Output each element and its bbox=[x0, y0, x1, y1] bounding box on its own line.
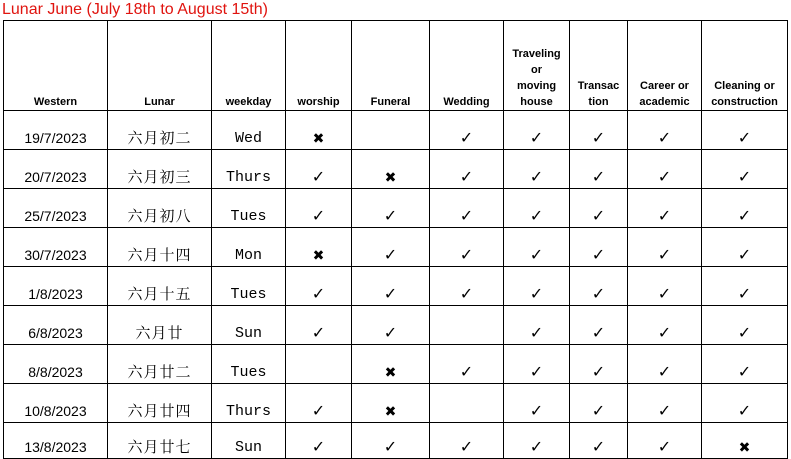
lunar-date: 六月初八 bbox=[127, 207, 192, 225]
worship-mark-cell bbox=[286, 267, 352, 306]
cleaning-mark-cell bbox=[702, 189, 788, 228]
check-icon: ✓ bbox=[737, 167, 752, 186]
check-icon: ✓ bbox=[591, 284, 606, 303]
lunar-date-cell bbox=[108, 306, 212, 345]
lunar-date-cell bbox=[108, 228, 212, 267]
weekday-cell bbox=[212, 345, 286, 384]
traveling-mark-cell bbox=[504, 150, 570, 189]
funeral-mark-cell bbox=[352, 345, 430, 384]
cross-icon: ✖ bbox=[384, 404, 397, 420]
check-icon: ✓ bbox=[311, 206, 326, 225]
lunar-date: 六月初二 bbox=[127, 129, 192, 147]
western-date-cell bbox=[4, 423, 108, 459]
worship-mark-cell bbox=[286, 150, 352, 189]
check-icon: ✓ bbox=[311, 437, 326, 456]
check-icon: ✓ bbox=[529, 362, 544, 381]
check-icon: ✓ bbox=[459, 245, 474, 264]
check-icon: ✓ bbox=[657, 401, 672, 420]
table-row bbox=[4, 267, 788, 306]
check-icon: ✓ bbox=[459, 284, 474, 303]
check-icon: ✓ bbox=[591, 437, 606, 456]
transaction-mark-cell bbox=[570, 228, 628, 267]
lunar-date: 六月廿七 bbox=[127, 438, 192, 456]
header-transaction-line: Transac bbox=[577, 80, 620, 92]
lunar-date: 六月初三 bbox=[127, 168, 192, 186]
lunar-date-cell bbox=[108, 423, 212, 459]
career-mark-cell bbox=[628, 189, 702, 228]
header-traveling-line: or bbox=[531, 64, 542, 76]
western-date: 6/8/2023 bbox=[28, 325, 83, 341]
western-date-cell bbox=[4, 150, 108, 189]
weekday-cell bbox=[212, 189, 286, 228]
weekday: Tues bbox=[230, 208, 267, 225]
check-icon: ✓ bbox=[383, 284, 398, 303]
check-icon: ✓ bbox=[737, 323, 752, 342]
career-mark-cell bbox=[628, 306, 702, 345]
header-western: Western bbox=[4, 21, 108, 111]
wedding-mark-cell bbox=[430, 345, 504, 384]
check-icon: ✓ bbox=[529, 128, 544, 147]
check-icon: ✓ bbox=[459, 167, 474, 186]
check-icon: ✓ bbox=[529, 245, 544, 264]
check-icon: ✓ bbox=[591, 323, 606, 342]
cleaning-mark-cell bbox=[702, 267, 788, 306]
wedding-mark-cell bbox=[430, 423, 504, 459]
check-icon: ✓ bbox=[383, 323, 398, 342]
check-icon: ✓ bbox=[311, 167, 326, 186]
header-lunar: Lunar bbox=[108, 21, 212, 111]
funeral-mark-cell bbox=[352, 111, 430, 150]
wedding-mark-cell bbox=[430, 306, 504, 345]
check-icon: ✓ bbox=[383, 206, 398, 225]
header-cleaning bbox=[702, 21, 788, 111]
worship-mark-cell bbox=[286, 111, 352, 150]
cleaning-mark-cell bbox=[702, 111, 788, 150]
check-icon: ✓ bbox=[591, 206, 606, 225]
cleaning-mark-cell bbox=[702, 150, 788, 189]
table-row bbox=[4, 345, 788, 384]
worship-mark-cell bbox=[286, 306, 352, 345]
check-icon: ✓ bbox=[459, 437, 474, 456]
funeral-mark-cell bbox=[352, 189, 430, 228]
header-career bbox=[628, 21, 702, 111]
header-cleaning-line: Cleaning or bbox=[714, 80, 775, 92]
weekday: Wed bbox=[234, 130, 262, 147]
worship-mark-cell bbox=[286, 423, 352, 459]
table-row bbox=[4, 189, 788, 228]
check-icon: ✓ bbox=[737, 401, 752, 420]
worship-mark-cell bbox=[286, 228, 352, 267]
header-traveling-line: house bbox=[520, 96, 553, 108]
traveling-mark-cell bbox=[504, 384, 570, 423]
lunar-date-cell bbox=[108, 345, 212, 384]
check-icon: ✓ bbox=[529, 206, 544, 225]
lunar-date: 六月廿四 bbox=[127, 402, 192, 420]
transaction-mark-cell bbox=[570, 384, 628, 423]
check-icon: ✓ bbox=[657, 167, 672, 186]
check-icon: ✓ bbox=[737, 206, 752, 225]
cleaning-mark-cell bbox=[702, 384, 788, 423]
western-date: 13/8/2023 bbox=[24, 439, 87, 455]
check-icon: ✓ bbox=[737, 245, 752, 264]
weekday: Tues bbox=[230, 364, 267, 381]
table-row bbox=[4, 384, 788, 423]
western-date: 25/7/2023 bbox=[24, 208, 87, 224]
traveling-mark-cell bbox=[504, 189, 570, 228]
table-row bbox=[4, 306, 788, 345]
western-date: 20/7/2023 bbox=[24, 169, 87, 185]
western-date-cell bbox=[4, 111, 108, 150]
lunar-date: 六月十五 bbox=[127, 285, 192, 303]
check-icon: ✓ bbox=[529, 437, 544, 456]
traveling-mark-cell bbox=[504, 267, 570, 306]
check-icon: ✓ bbox=[657, 362, 672, 381]
check-icon: ✓ bbox=[311, 323, 326, 342]
lunar-date: 六月十四 bbox=[127, 246, 192, 264]
career-mark-cell bbox=[628, 345, 702, 384]
check-icon: ✓ bbox=[657, 206, 672, 225]
header-transaction-line: tion bbox=[588, 96, 609, 108]
career-mark-cell bbox=[628, 384, 702, 423]
traveling-mark-cell bbox=[504, 306, 570, 345]
check-icon: ✓ bbox=[311, 401, 326, 420]
weekday: Thurs bbox=[225, 169, 271, 186]
check-icon: ✓ bbox=[459, 362, 474, 381]
traveling-mark-cell bbox=[504, 423, 570, 459]
cross-icon: ✖ bbox=[312, 248, 325, 264]
check-icon: ✓ bbox=[459, 128, 474, 147]
western-date: 1/8/2023 bbox=[28, 286, 83, 302]
cross-icon: ✖ bbox=[738, 440, 751, 456]
lunar-date-cell bbox=[108, 267, 212, 306]
weekday: Mon bbox=[234, 247, 262, 264]
funeral-mark-cell bbox=[352, 150, 430, 189]
table-row bbox=[4, 150, 788, 189]
lunar-date: 六月廿 bbox=[135, 324, 184, 342]
transaction-mark-cell bbox=[570, 345, 628, 384]
check-icon: ✓ bbox=[459, 206, 474, 225]
check-icon: ✓ bbox=[529, 284, 544, 303]
check-icon: ✓ bbox=[591, 128, 606, 147]
western-date-cell bbox=[4, 228, 108, 267]
career-mark-cell bbox=[628, 267, 702, 306]
check-icon: ✓ bbox=[591, 362, 606, 381]
cleaning-mark-cell bbox=[702, 423, 788, 459]
western-date-cell bbox=[4, 306, 108, 345]
traveling-mark-cell bbox=[504, 111, 570, 150]
transaction-mark-cell bbox=[570, 111, 628, 150]
weekday-cell bbox=[212, 111, 286, 150]
western-date: 10/8/2023 bbox=[24, 403, 87, 419]
transaction-mark-cell bbox=[570, 423, 628, 459]
check-icon: ✓ bbox=[737, 128, 752, 147]
lunar-date: 六月廿二 bbox=[127, 363, 192, 381]
header-row bbox=[4, 21, 788, 111]
header-worship: worship bbox=[286, 21, 352, 111]
worship-mark-cell bbox=[286, 345, 352, 384]
weekday-cell bbox=[212, 306, 286, 345]
traveling-mark-cell bbox=[504, 345, 570, 384]
traveling-mark-cell bbox=[504, 228, 570, 267]
table-row bbox=[4, 228, 788, 267]
western-date: 30/7/2023 bbox=[24, 247, 87, 263]
header-weekday: weekday bbox=[212, 21, 286, 111]
wedding-mark-cell bbox=[430, 189, 504, 228]
western-date-cell bbox=[4, 189, 108, 228]
lunar-date-cell bbox=[108, 111, 212, 150]
weekday-cell bbox=[212, 150, 286, 189]
career-mark-cell bbox=[628, 111, 702, 150]
lunar-date-cell bbox=[108, 384, 212, 423]
check-icon: ✓ bbox=[383, 437, 398, 456]
check-icon: ✓ bbox=[657, 437, 672, 456]
cross-icon: ✖ bbox=[312, 131, 325, 147]
western-date-cell bbox=[4, 267, 108, 306]
lunar-date-cell bbox=[108, 189, 212, 228]
career-mark-cell bbox=[628, 228, 702, 267]
weekday-cell bbox=[212, 423, 286, 459]
header-traveling-line: moving bbox=[516, 80, 557, 92]
check-icon: ✓ bbox=[383, 245, 398, 264]
western-date: 8/8/2023 bbox=[28, 364, 83, 380]
check-icon: ✓ bbox=[657, 128, 672, 147]
header-transaction bbox=[570, 21, 628, 111]
transaction-mark-cell bbox=[570, 267, 628, 306]
weekday: Thurs bbox=[225, 403, 271, 420]
check-icon: ✓ bbox=[591, 401, 606, 420]
table-body bbox=[4, 111, 788, 459]
header-cleaning-line: construction bbox=[711, 96, 778, 108]
transaction-mark-cell bbox=[570, 150, 628, 189]
western-date-cell bbox=[4, 345, 108, 384]
wedding-mark-cell bbox=[430, 384, 504, 423]
worship-mark-cell bbox=[286, 189, 352, 228]
check-icon: ✓ bbox=[529, 401, 544, 420]
funeral-mark-cell bbox=[352, 228, 430, 267]
auspicious-days-table bbox=[3, 20, 788, 459]
career-mark-cell bbox=[628, 423, 702, 459]
funeral-mark-cell bbox=[352, 267, 430, 306]
check-icon: ✓ bbox=[657, 245, 672, 264]
table-title: Lunar June (July 18th to August 15th) bbox=[2, 1, 268, 18]
check-icon: ✓ bbox=[529, 167, 544, 186]
funeral-mark-cell bbox=[352, 423, 430, 459]
cleaning-mark-cell bbox=[702, 228, 788, 267]
worship-mark-cell bbox=[286, 384, 352, 423]
cross-icon: ✖ bbox=[384, 365, 397, 381]
transaction-mark-cell bbox=[570, 189, 628, 228]
check-icon: ✓ bbox=[737, 284, 752, 303]
wedding-mark-cell bbox=[430, 150, 504, 189]
western-date: 19/7/2023 bbox=[24, 130, 87, 146]
weekday: Sun bbox=[234, 325, 262, 342]
header-traveling-line: Traveling bbox=[512, 48, 561, 60]
header-funeral: Funeral bbox=[352, 21, 430, 111]
cleaning-mark-cell bbox=[702, 306, 788, 345]
check-icon: ✓ bbox=[311, 284, 326, 303]
weekday-cell bbox=[212, 384, 286, 423]
check-icon: ✓ bbox=[529, 323, 544, 342]
header-traveling bbox=[504, 21, 570, 111]
wedding-mark-cell bbox=[430, 228, 504, 267]
cleaning-mark-cell bbox=[702, 345, 788, 384]
check-icon: ✓ bbox=[737, 362, 752, 381]
table-row bbox=[4, 423, 788, 459]
weekday-cell bbox=[212, 228, 286, 267]
header-career-line: academic bbox=[639, 96, 690, 108]
weekday: Tues bbox=[230, 286, 267, 303]
check-icon: ✓ bbox=[657, 284, 672, 303]
transaction-mark-cell bbox=[570, 306, 628, 345]
weekday: Sun bbox=[234, 439, 262, 456]
cross-icon: ✖ bbox=[384, 170, 397, 186]
check-icon: ✓ bbox=[591, 245, 606, 264]
career-mark-cell bbox=[628, 150, 702, 189]
wedding-mark-cell bbox=[430, 267, 504, 306]
funeral-mark-cell bbox=[352, 384, 430, 423]
header-career-line: Career or bbox=[640, 80, 689, 92]
lunar-date-cell bbox=[108, 150, 212, 189]
table-row bbox=[4, 111, 788, 150]
wedding-mark-cell bbox=[430, 111, 504, 150]
western-date-cell bbox=[4, 384, 108, 423]
header-wedding: Wedding bbox=[430, 21, 504, 111]
check-icon: ✓ bbox=[591, 167, 606, 186]
funeral-mark-cell bbox=[352, 306, 430, 345]
weekday-cell bbox=[212, 267, 286, 306]
check-icon: ✓ bbox=[657, 323, 672, 342]
